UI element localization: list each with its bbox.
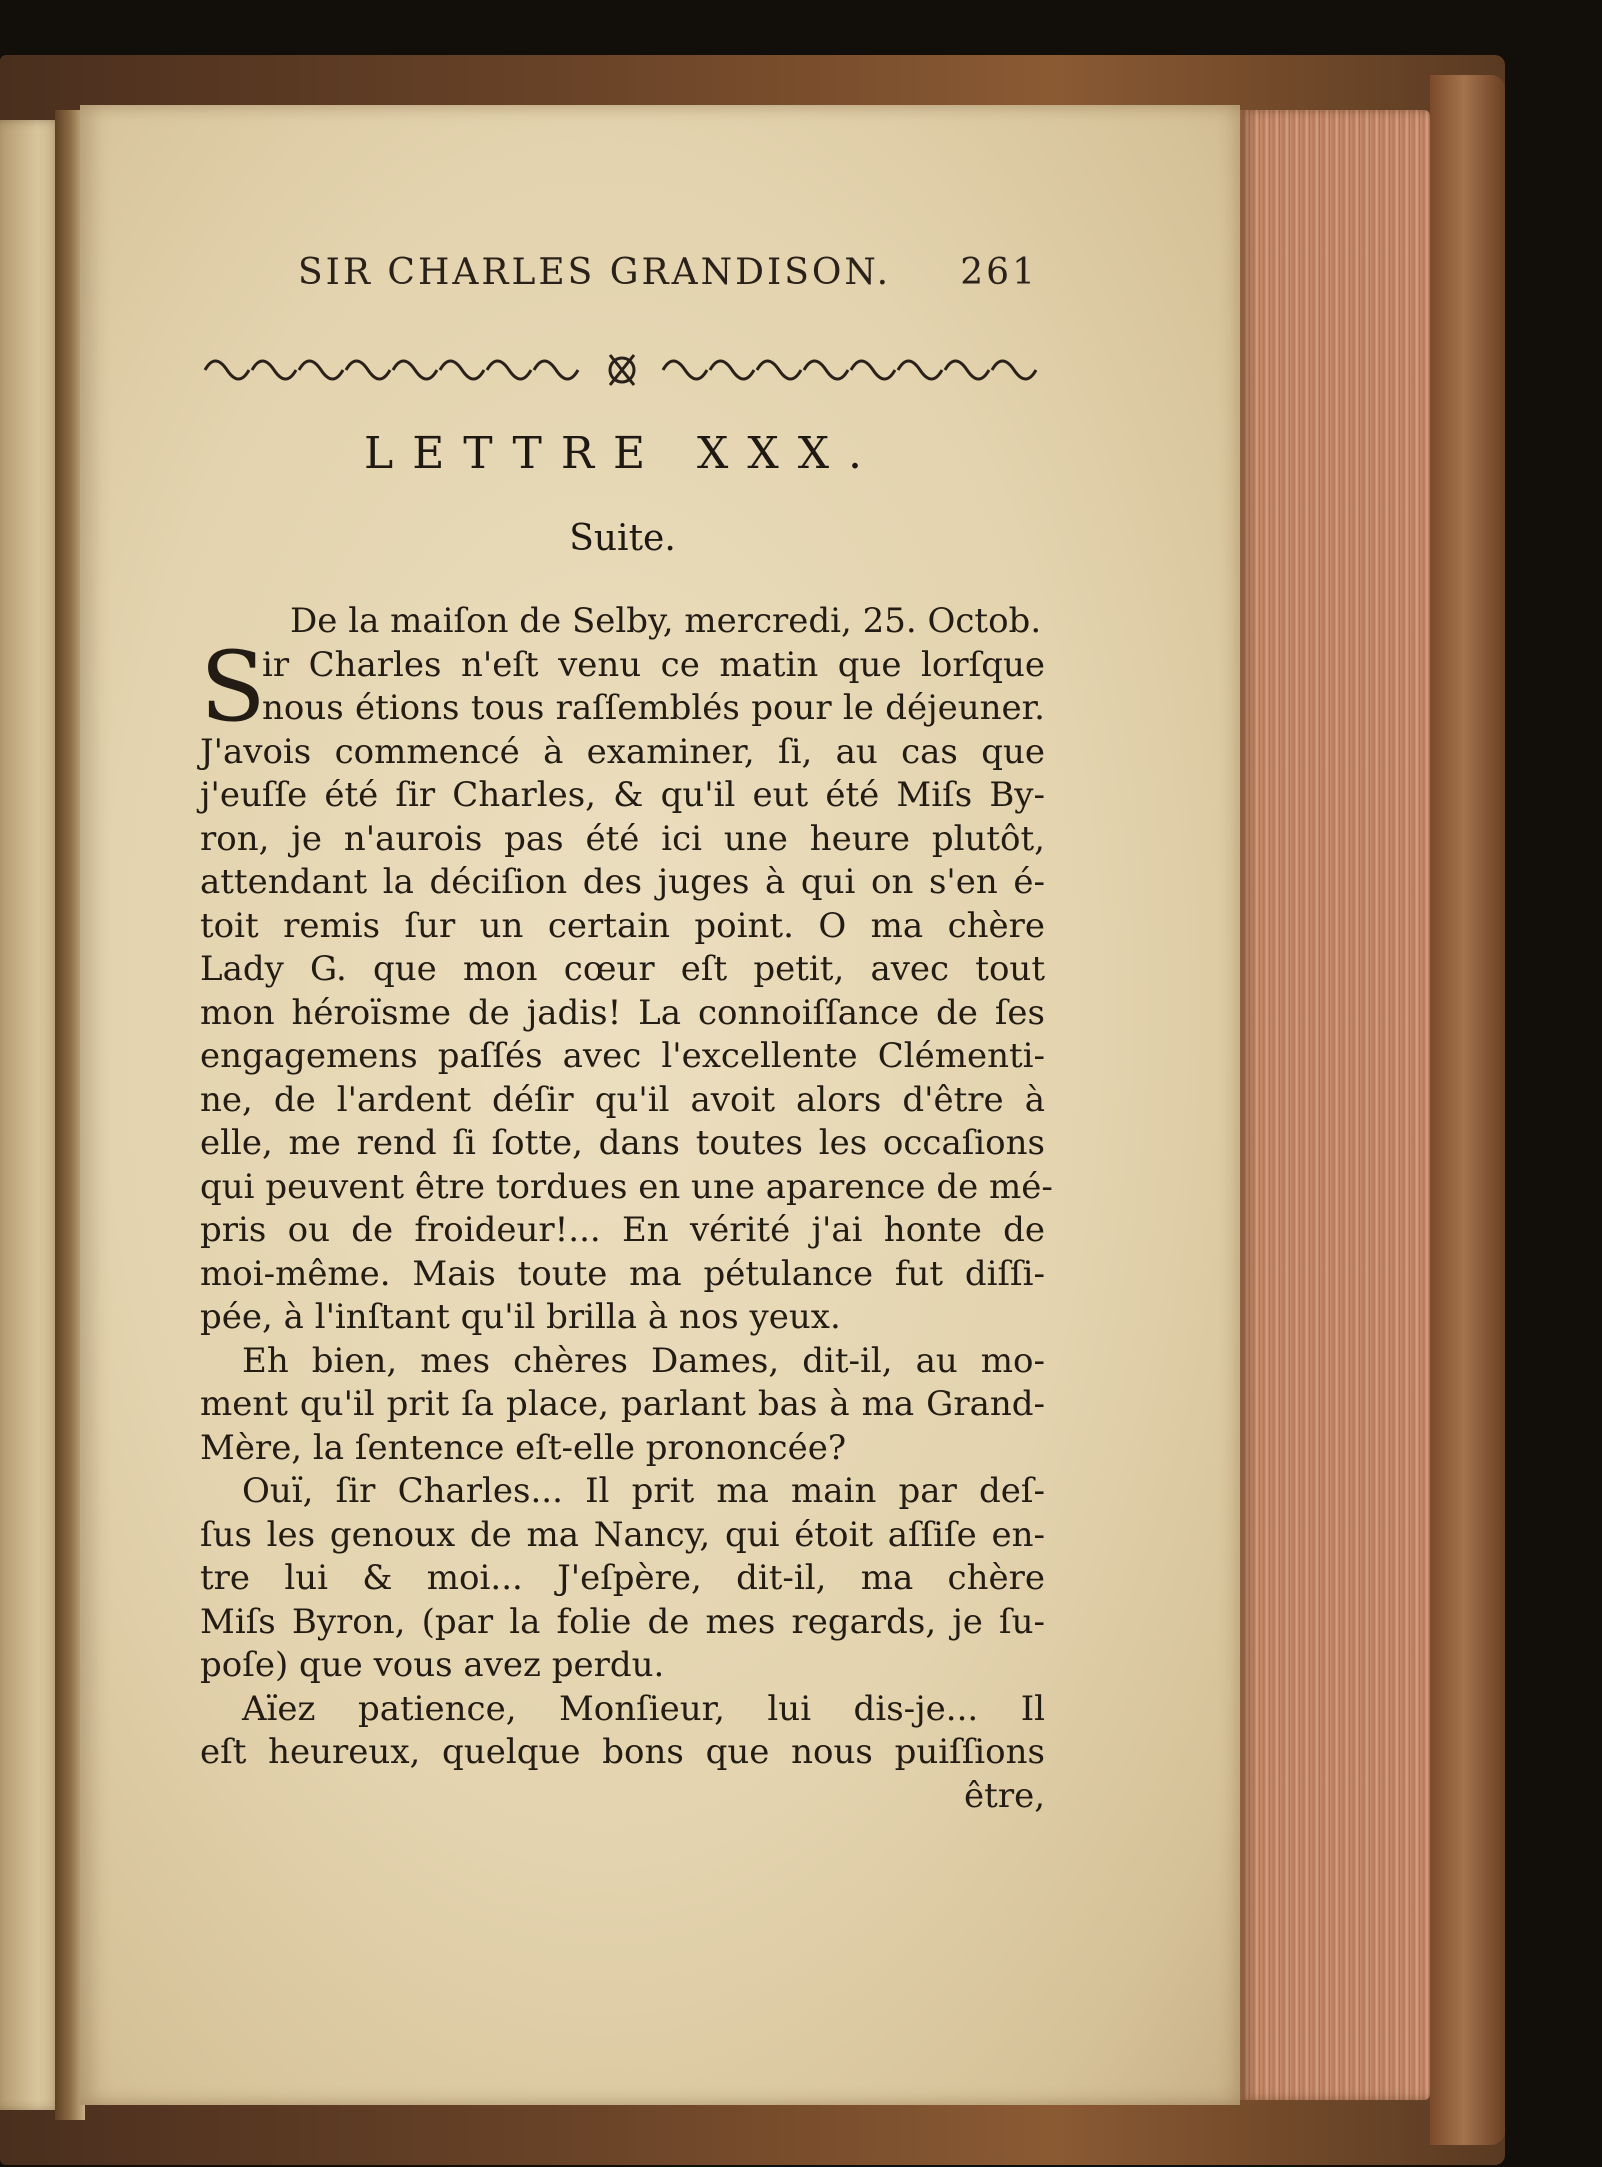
text-line: mon héroïsme de jadis! La connoiſſance de ſes <box>200 992 1045 1033</box>
running-head <box>298 252 1038 296</box>
letter-title: LETTRE XXX. <box>363 428 882 479</box>
body-text <box>200 600 1053 1818</box>
text-line: qui peuvent être tordues en une aparence de mé- <box>200 1166 1053 1207</box>
text-line: ron, je n'aurois pas été ici une heure plutôt, <box>200 818 1045 859</box>
drop-cap: S <box>200 631 266 743</box>
text-line: ment qu'il prit ſa place, parlant bas à ma Grand- <box>200 1384 1045 1424</box>
text-line: Eh bien, mes chères Dames, dit-il, au mo- <box>242 1340 1045 1381</box>
text-line: ſus les genoux de ma Nancy, qui étoit aſſiſe en- <box>200 1514 1045 1555</box>
text-line: J'avois commencé à examiner, ſi, au cas que <box>200 731 1045 772</box>
text-line: ne, de l'ardent déſir qu'il avoit alors d'être à <box>200 1079 1045 1120</box>
text-line: moi-même. Mais toute ma pétulance fut diſſi- <box>200 1253 1045 1294</box>
text-line: poſe) que vous avez perdu. <box>200 1645 665 1685</box>
text-line: pris ou de froideur!... En vérité j'ai honte de <box>200 1210 1045 1250</box>
page-number: 261 <box>960 252 1038 293</box>
cover-edge <box>1430 75 1505 2145</box>
dateline: De la maiſon de Selby, mercredi, 25. Octob. <box>290 601 1042 641</box>
text-line: Aïez patience, Monſieur, lui dis-je... Il <box>242 1688 1045 1729</box>
text-line: engagemens paſſés avec l'excellente Clémenti- <box>200 1036 1045 1076</box>
text-line: elle, me rend ſi ſotte, dans toutes les occaſions <box>200 1123 1045 1163</box>
catchword: être, <box>964 1775 1045 1816</box>
running-title: SIR CHARLES GRANDISON. <box>298 252 892 293</box>
left-page-edge <box>0 120 62 2110</box>
text-line: Mère, la ſentence eſt-elle prononcée? <box>200 1427 847 1468</box>
text-line: j'euſſe été ſir Charles, & qu'il eut été Miſs By- <box>200 775 1045 815</box>
text-line: ir Charles n'eſt venu ce matin que lorſque <box>262 644 1045 685</box>
letter-subtitle: Suite. <box>569 518 676 559</box>
text-line: toit remis ſur un certain point. O ma chère <box>200 905 1045 946</box>
text-line: tre lui & moi... J'eſpère, dit-il, ma chère <box>200 1558 1045 1598</box>
text-line: Ouï, ſir Charles... Il prit ma main par deſ- <box>242 1471 1045 1511</box>
text-line: pée, à l'inſtant qu'il brilla à nos yeux. <box>200 1297 841 1337</box>
text-line: nous étions tous raſſemblés pour le déjeuner. <box>262 688 1045 728</box>
text-line: attendant la déciſion des juges à qui on s'en é- <box>200 862 1045 902</box>
text-line: Miſs Byron, (par la folie de mes regards, je ſu- <box>200 1601 1045 1642</box>
ornament-band-icon <box>200 345 1045 395</box>
text-line: eſt heureux, quelque bons que nous puiſſions <box>200 1732 1045 1772</box>
text-line: Lady G. que mon cœur eſt petit, avec tout <box>200 949 1045 989</box>
page-edges <box>1240 110 1430 2100</box>
